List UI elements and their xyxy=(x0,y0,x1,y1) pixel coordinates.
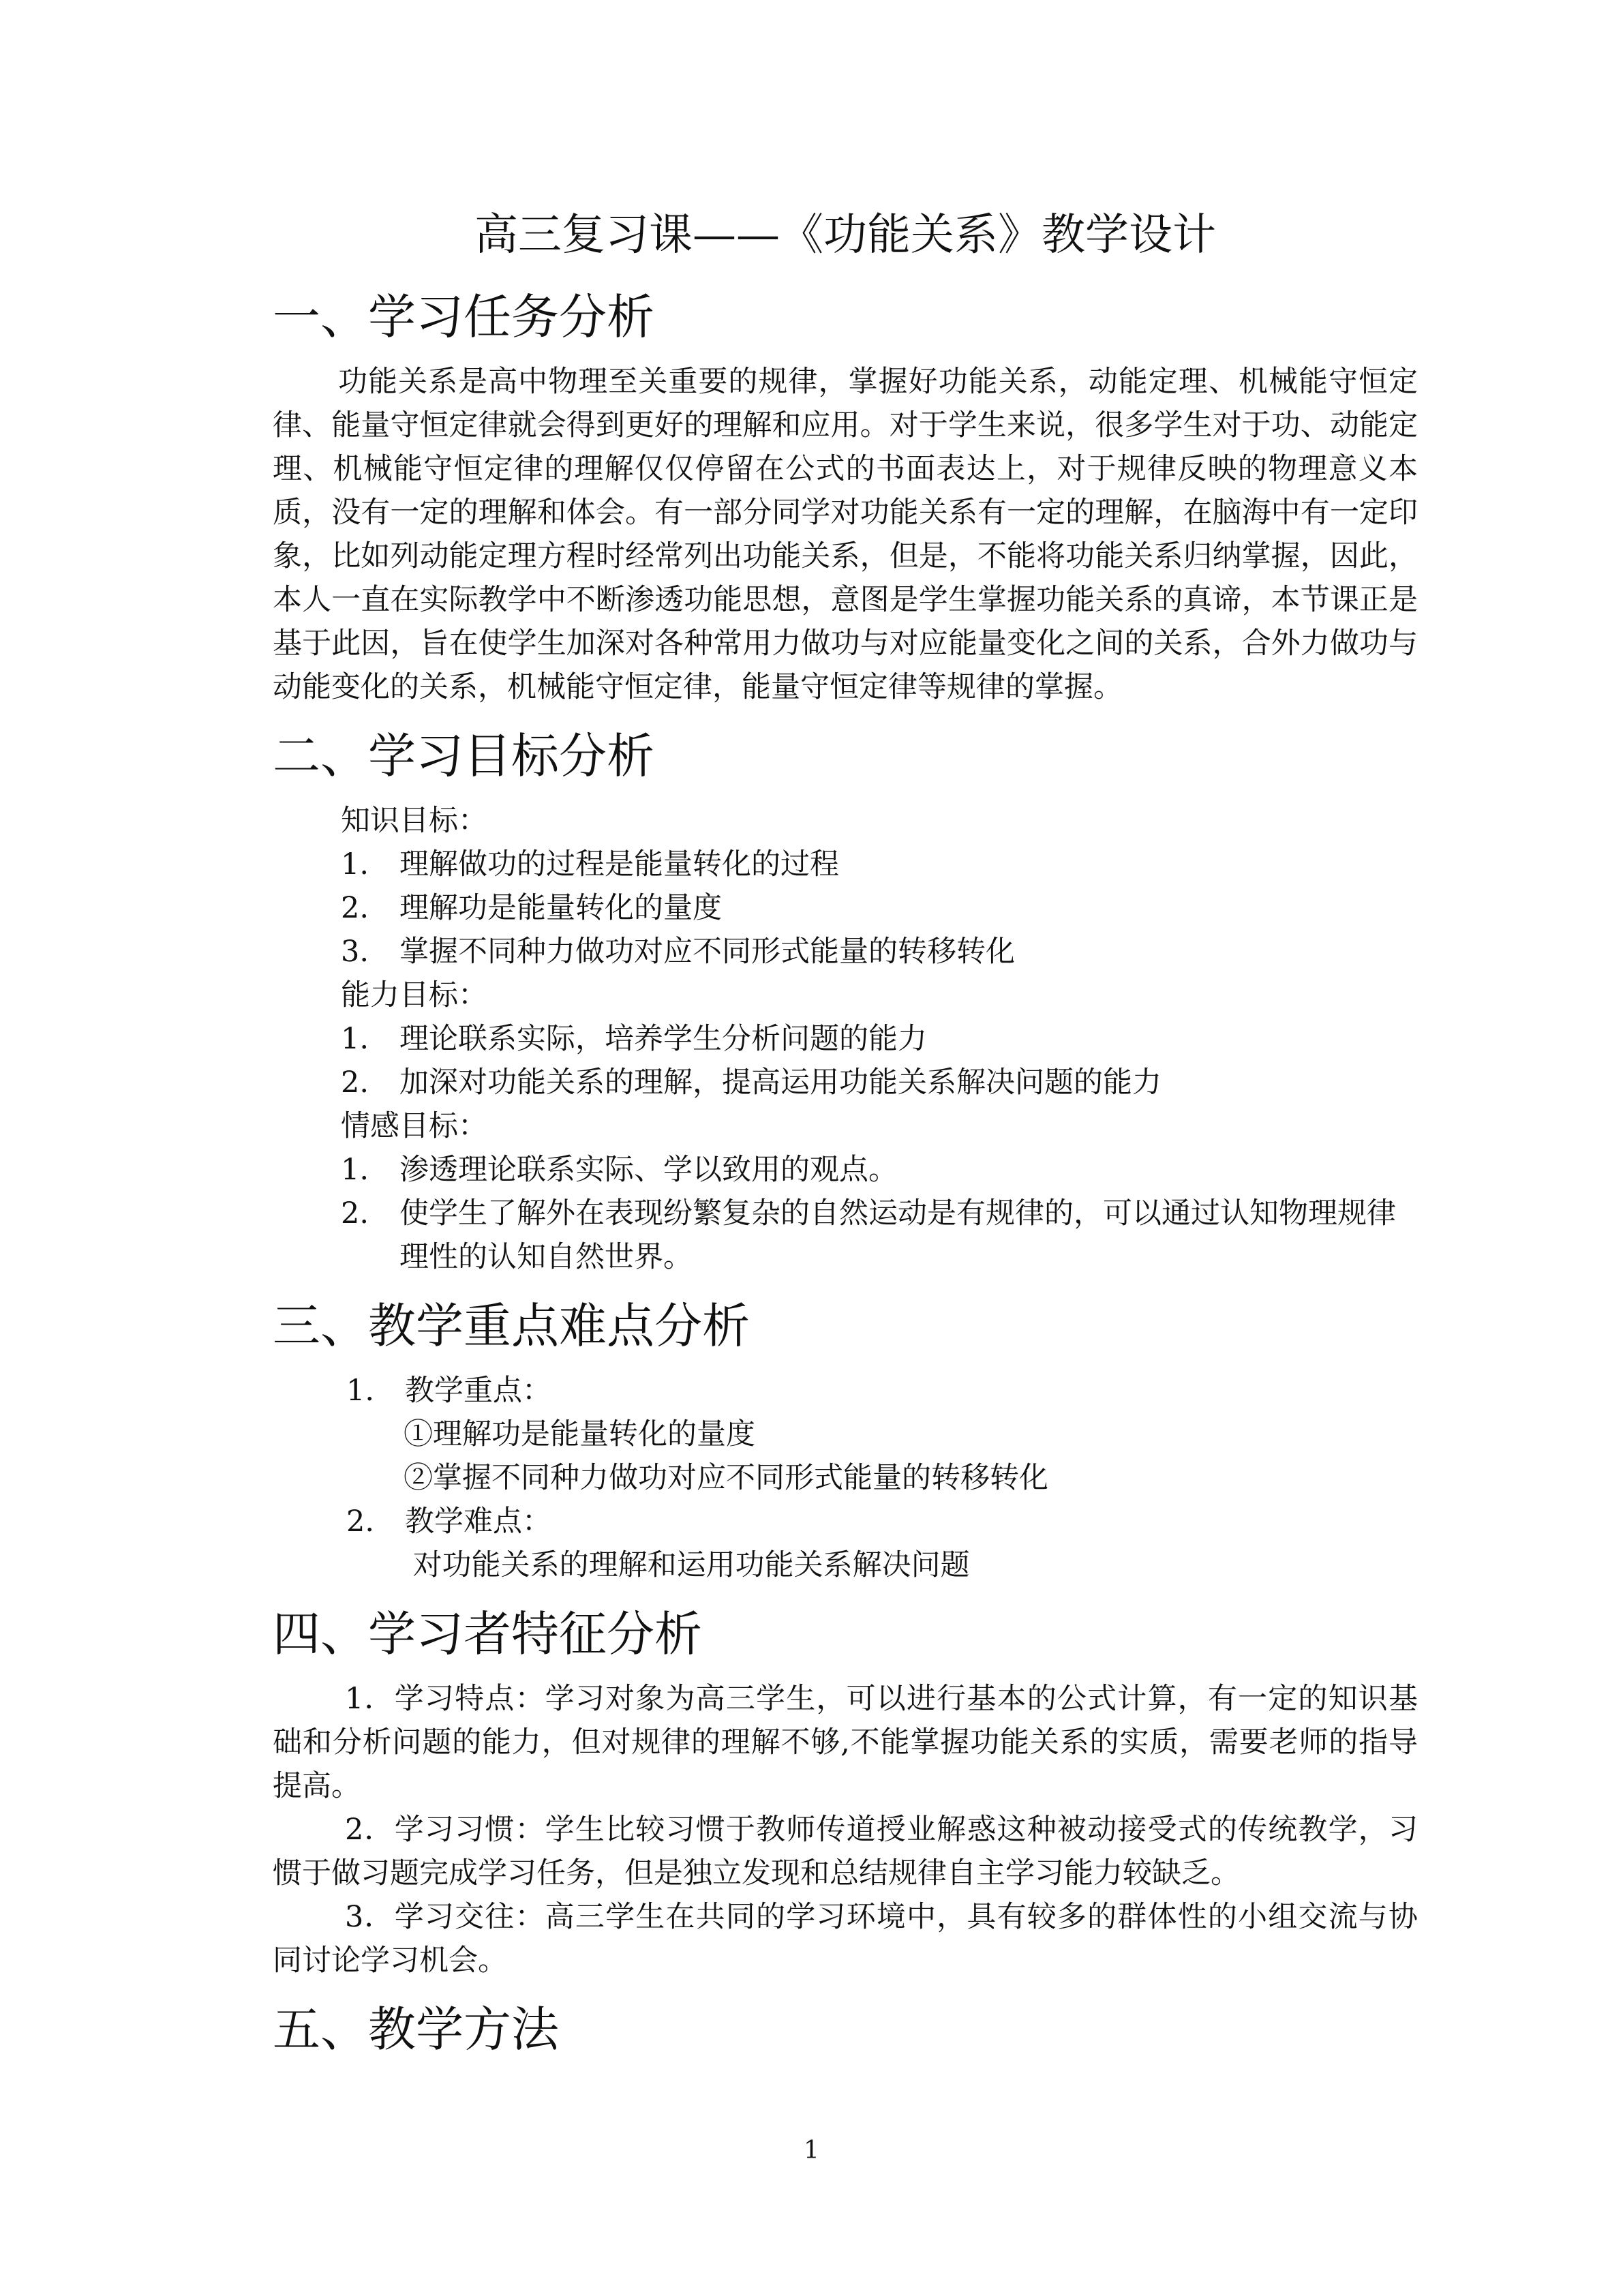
section-learning-task xyxy=(273,280,1418,709)
list-item-text: 理论联系实际，培养学生分析问题的能力 xyxy=(399,1022,927,1056)
list-item-number: 2. xyxy=(341,891,369,925)
list-item-text: 理解做功的过程是能量转化的过程 xyxy=(399,847,839,881)
list-item-text: 使学生了解外在表现纷繁复杂的自然运动是有规律的，可以通过认知物理规律理性的认知自然世界。 xyxy=(399,1196,1396,1274)
list-item-number: 1. xyxy=(341,1022,369,1056)
section-teaching-method xyxy=(273,1992,1418,2067)
list-item-number: 1. xyxy=(341,847,369,881)
document-page xyxy=(273,198,1418,2076)
section-heading: 二、学习目标分析 xyxy=(273,728,654,784)
key-point-line: 对功能关系的理解和运用功能关系解决问题 xyxy=(404,1548,970,1582)
list-item-number: 2. xyxy=(341,1196,369,1230)
goal-group-label: 能力目标： xyxy=(341,978,487,1012)
list-item xyxy=(341,1192,1418,1279)
section-learning-goals xyxy=(273,719,1418,1279)
list-item-number: 2. xyxy=(346,1505,375,1539)
section-paragraph: 功能关系是高中物理至关重要的规律，掌握好功能关系，动能定理、机械能守恒定律、能量守恒定律就会得到更好的理解和应用。对于学生来说，很多学生对于功、动能定理、机械能守恒定律的理解仅仅停留在公式的书面表达上，对于规律反映的物理意义本质，没有一定的理解和体会。有一部分同学对功能关系有一定的理解，在脑海中有一定印象，比如列动能定理方程时经常列出功能关系，但是，不能将功能关系归纳掌握，因此，本人一直在实际教学中不断渗透功能思想，意图是学生掌握功能关系的真谛，本节课正是基于此因，旨在使学生加深对各种常用力做功与对应能量变化之间的关系，合外力做功与动能变化的关系，机械能守恒定律，能量守恒定律等规律的掌握。 xyxy=(273,365,1418,704)
list-item-text: 掌握不同种力做功对应不同形式能量的转移转化 xyxy=(399,935,1015,969)
section-heading: 三、教学重点难点分析 xyxy=(273,1298,750,1354)
list-item-text: 加深对功能关系的理解，提高运用功能关系解决问题的能力 xyxy=(399,1066,1162,1100)
goal-group-label: 知识目标： xyxy=(341,804,487,838)
section-learner-features xyxy=(273,1597,1418,1982)
list-item-number: 2. xyxy=(341,1066,369,1100)
key-point-line: ②掌握不同种力做功对应不同形式能量的转移转化 xyxy=(404,1461,1048,1495)
list-item xyxy=(341,1061,1418,1104)
key-point-line: ①理解功是能量转化的量度 xyxy=(404,1417,755,1451)
list-item-text: 理解功是能量转化的量度 xyxy=(399,891,722,925)
goal-group-label: 情感目标： xyxy=(341,1109,487,1143)
learner-feature-paragraph: 3．学习交往：高三学生在共同的学习环境中，具有较多的群体性的小组交流与协同讨论学习机会。 xyxy=(273,1900,1418,1978)
key-point-label: 教学难点： xyxy=(405,1505,551,1539)
section-heading: 四、学习者特征分析 xyxy=(273,1606,702,1662)
list-item-number: 1. xyxy=(341,1153,369,1187)
key-point-item xyxy=(346,1369,1418,1413)
goal-list xyxy=(341,1148,1418,1279)
key-point-label: 教学重点： xyxy=(405,1374,551,1408)
list-item xyxy=(341,1148,1418,1192)
goal-list xyxy=(341,1017,1418,1104)
list-item xyxy=(341,843,1418,886)
section-heading: 五、教学方法 xyxy=(273,2002,559,2057)
key-point-list xyxy=(346,1369,1418,1413)
key-point-item xyxy=(346,1500,1418,1543)
list-item xyxy=(341,886,1418,930)
list-item-number: 1. xyxy=(346,1374,375,1408)
list-item-text: 渗透理论联系实际、学以致用的观点。 xyxy=(399,1153,898,1187)
section-heading: 一、学习任务分析 xyxy=(273,289,654,345)
key-point-list xyxy=(346,1500,1418,1543)
section-key-points xyxy=(273,1288,1418,1587)
learner-feature-paragraph: 1．学习特点：学习对象为高三学生，可以进行基本的公式计算，有一定的知识基础和分析问题的能力，但对规律的理解不够,不能掌握功能关系的实质，需要老师的指导提高。 xyxy=(273,1682,1418,1803)
learner-feature-paragraph: 2．学习习惯：学生比较习惯于教师传道授业解惑这种被动接受式的传统教学，习惯于做习题完成学习任务，但是独立发现和总结规律自主学习能力较缺乏。 xyxy=(273,1813,1418,1890)
page-number: 1 xyxy=(804,2136,819,2164)
document-title: 高三复习课——《功能关系》教学设计 xyxy=(474,210,1216,260)
list-item-number: 3. xyxy=(341,935,369,969)
list-item xyxy=(341,930,1418,973)
list-item xyxy=(341,1017,1418,1061)
goal-list xyxy=(341,843,1418,973)
